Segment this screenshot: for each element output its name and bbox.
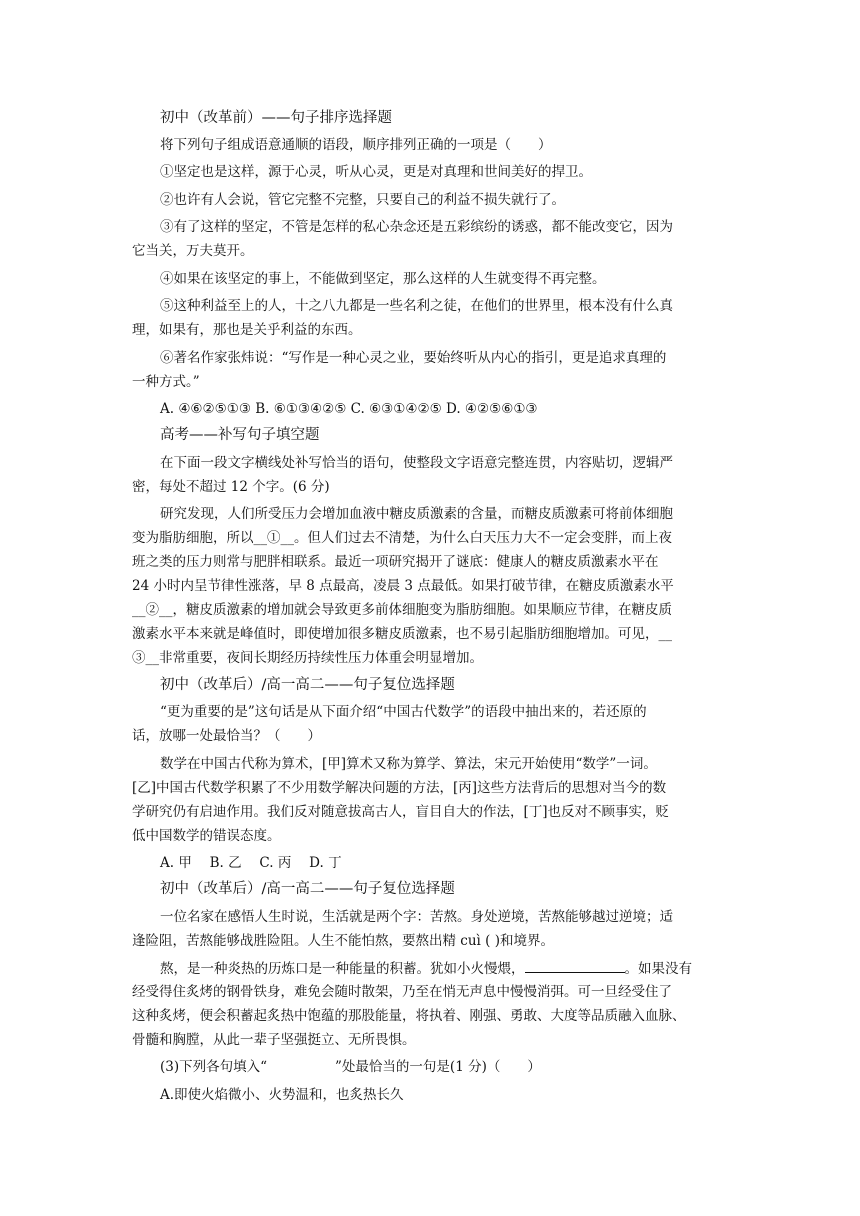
passage-line: 这种炙烤，便会积蓄起炙热中饱蕴的那股能量，将执着、刚强、勇敢、大度等品质融入血脉、 [132,1008,686,1024]
answer-options: A. ④⑥②⑤①③ B. ⑥①③④②⑤ C. ⑥③①④②⑤ D. ④②⑤⑥①③ [160,401,538,417]
sentence-6-cont: 一种方式。” [132,374,200,390]
question-text: ”处最恰当的一句是(1 分)（ ） [335,1059,541,1075]
question-stem: 将下列句子组成语意通顺的语段，顺序排列正确的一项是（ ） [160,137,552,153]
sentence-4: ④如果在该坚定的事上，不能做到坚定，那么这样的人生就变得不再完整。 [160,271,606,287]
passage-line: ③__非常重要，夜间长期经历持续性压力体重会明显增加。 [132,650,483,666]
passage-line: 逢险阻，苦熬能够战胜险阻。人生不能怕熬，要熬出精 cuì ( )和境界。 [132,933,554,949]
question-stem [160,1059,750,1076]
passage-line: 数学在中国古代称为算术，[甲]算术又称为算学、算法，宋元开始使用“数学”一词。 [160,756,657,772]
question-stem-cont: 话，放哪一处最恰当？（ ） [132,728,321,744]
section-heading: 初中（改革后）/高一高二——句子复位选择题 [160,677,455,693]
passage-line: 学研究仍有启迪作用。我们反对随意拔高古人，盲目自大的作法，[丁]也反对不顾事实，贬 [132,804,670,820]
passage-line: 24 小时内呈节律性涨落，早 8 点最高，凌晨 3 点最低。如果打破节律，在糖皮质激素水平 [132,578,674,594]
passage-line: 研究发现，人们所受压力会增加血液中糖皮质激素的含量，而糖皮质激素可将前体细胞 [160,506,673,522]
section-heading: 高考——补写句子填空题 [160,427,320,443]
question-text: (3)下列各句填入“ [160,1059,268,1075]
passage-text: 。如果没有 [624,961,692,977]
passage-line: 低中国数学的错误态度。 [132,828,281,844]
sentence-5: ⑤这种利益至上的人，十之八九都是一些名利之徒，在他们的世界里，根本没有什么真 [160,298,673,314]
fill-blank [525,960,625,973]
section-heading: 初中（改革后）/高一高二——句子复位选择题 [160,881,455,897]
passage-line: [乙]中国古代数学积累了不少用数学解决问题的方法，[丙]这些方法背后的思想对当今的数 [132,780,667,796]
sentence-2: ②也许有人会说，管它完整不完整，只要自己的利益不损失就行了。 [160,192,565,208]
sentence-1: ①坚定也是这样，源于心灵，听从心灵，更是对真理和世间美好的捍卫。 [160,164,592,180]
sentence-5-cont: 理，如果有，那也是关乎利益的东西。 [132,322,362,338]
passage-line: 一位名家在感悟人生时说，生活就是两个字：苦熬。身处逆境，苦熬能够越过逆境；适 [160,909,673,925]
sentence-3-cont: 它当关，万夫莫开。 [132,243,254,259]
passage-line: 骨髓和胸膛，从此一辈子坚强挺立、无所畏惧。 [132,1032,416,1048]
sentence-3: ③有了这样的坚定，不管是怎样的私心杂念还是五彩缤纷的诱惑，都不能改变它，因为 [160,219,673,235]
passage-line: 班之类的压力则常与肥胖相联系。最近一项研究揭开了谜底：健康人的糖皮质激素水平在 [132,554,659,570]
passage-line: __②__，糖皮质激素的增加就会导致更多前体细胞变为脂肪细胞。如果顺应节律，在糖皮质 [132,602,672,618]
passage-line-with-blank [160,960,750,978]
section-heading: 初中（改革前）——句子排序选择题 [160,110,392,126]
sentence-6: ⑥著名作家张炜说：“写作是一种心灵之业，要始终听从内心的指引，更是追求真理的 [160,350,667,366]
question-stem: “更为重要的是”这句话是从下面介绍“中国古代数学”的语段中抽出来的，若还原的 [160,704,647,720]
question-stem-cont: 密，每处不超过 12 个字。(6 分) [132,479,330,495]
passage-text: 熬，是一种炎热的历炼口是一种能量的积蓄。犹如小火慢煨， [160,961,525,977]
passage-line: 激素水平本来就是峰值时，即使增加很多糖皮质激素，也不易引起脂肪细胞增加。可见，__ [132,626,672,642]
answer-option-a: A.即使火焰微小、火势温和，也炙热长久 [160,1087,404,1103]
question-stem: 在下面一段文字横线处补写恰当的语句，使整段文字语意完整连贯，内容贴切，逻辑严 [160,455,673,471]
passage-line: 变为脂肪细胞，所以__①__。但人们过去不清楚，为什么白天压力大不一定会变胖，而上夜 [132,530,672,546]
answer-options: A. 甲 B. 乙 C. 丙 D. 丁 [160,855,342,871]
passage-line: 经受得住炙烤的钢骨铁身，难免会随时散架，乃至在悄无声息中慢慢消弭。可一旦经受住了 [132,984,672,1000]
